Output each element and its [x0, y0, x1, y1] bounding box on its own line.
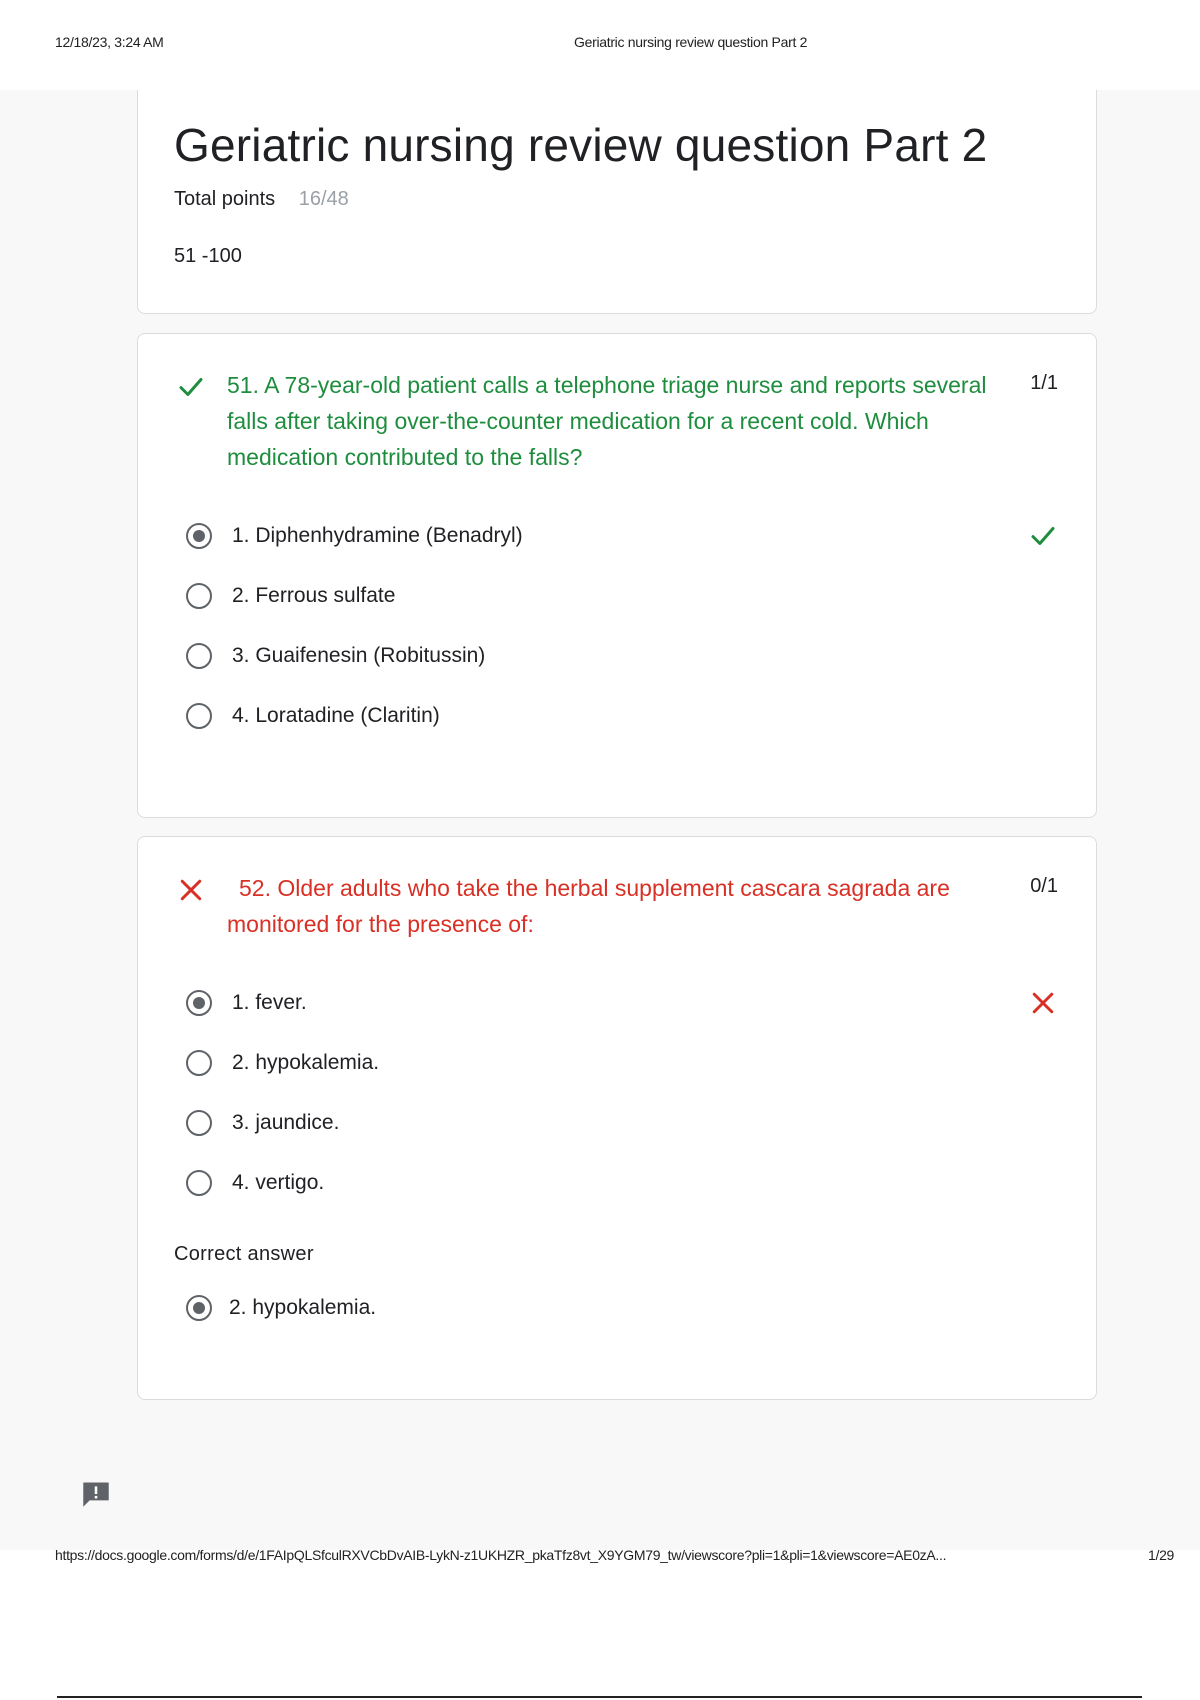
answer-option[interactable]: [186, 1107, 339, 1139]
answer-option[interactable]: [186, 580, 395, 612]
correct-answer-text: 2. hypokalemia.: [229, 1296, 377, 1319]
radio-selected[interactable]: [186, 523, 212, 549]
print-page-number: 1/29: [1148, 1547, 1175, 1563]
option-label: 1. fever.: [232, 991, 307, 1014]
radio-selected: [186, 1295, 212, 1321]
radio-unselected[interactable]: [186, 1110, 212, 1136]
question-text: [227, 870, 1027, 942]
total-points-value: 16/48: [298, 188, 349, 210]
radio-unselected[interactable]: [186, 1050, 212, 1076]
radio-unselected[interactable]: [186, 583, 212, 609]
question-text-content: 52. Older adults who take the herbal supplement cascara sagrada are monitored for the presence of:: [227, 875, 950, 937]
radio-unselected[interactable]: [186, 643, 212, 669]
option-label: 1. Diphenhydramine (Benadryl): [232, 524, 523, 547]
option-label: 3. Guaifenesin (Robitussin): [232, 644, 486, 667]
print-doc-title: Geriatric nursing review question Part 2: [574, 34, 808, 50]
question-points: 0/1: [1030, 875, 1058, 897]
form-title: Geriatric nursing review question Part 2: [174, 119, 988, 171]
option-label: 3. jaundice.: [232, 1111, 340, 1134]
question-text: 51. A 78-year-old patient calls a telephone triage nurse and reports several falls after taking over-the-counter medication for a recent cold. Which medication contributed to the falls?: [227, 372, 987, 470]
answer-option[interactable]: [186, 1047, 379, 1079]
check-icon: [176, 372, 206, 402]
x-icon: [1028, 988, 1058, 1018]
check-icon: [1028, 521, 1058, 551]
radio-selected[interactable]: [186, 990, 212, 1016]
question-card-52: [137, 836, 1097, 1400]
question-card-51: [137, 333, 1097, 818]
total-points: [174, 188, 349, 211]
radio-unselected[interactable]: [186, 1170, 212, 1196]
question-points: 1/1: [1030, 372, 1058, 394]
form-description: 51 -100: [174, 245, 242, 267]
page-bottom-rule: [57, 1696, 1142, 1698]
form-page: [0, 90, 1200, 1550]
x-icon: [176, 875, 206, 905]
total-points-label: Total points: [174, 188, 276, 210]
correct-answer-label: Correct answer: [174, 1243, 314, 1265]
correct-answer-option: [186, 1292, 376, 1324]
answer-option[interactable]: [186, 520, 523, 552]
print-header: [55, 34, 1145, 54]
form-header-card: [137, 90, 1097, 314]
option-label: 2. Ferrous sulfate: [232, 584, 396, 607]
answer-option[interactable]: [186, 1167, 324, 1199]
answer-option[interactable]: [186, 700, 440, 732]
answer-option[interactable]: [186, 987, 307, 1019]
print-datetime: 12/18/23, 3:24 AM: [55, 34, 164, 50]
answer-option[interactable]: [186, 640, 485, 672]
option-label: 2. hypokalemia.: [232, 1051, 380, 1074]
print-url: https://docs.google.com/forms/d/e/1FAIpQLSfculRXVCbDvAIB-LykN-z1UKHZR_pkaTfz8vt_X9YGM79_tw/viewscore?pli=1&pli=1&viewscore=AE0zA...: [55, 1547, 947, 1563]
option-label: 4. Loratadine (Claritin): [232, 704, 440, 727]
report-feedback-icon[interactable]: [80, 1480, 112, 1508]
option-label: 4. vertigo.: [232, 1171, 325, 1194]
radio-unselected[interactable]: [186, 703, 212, 729]
